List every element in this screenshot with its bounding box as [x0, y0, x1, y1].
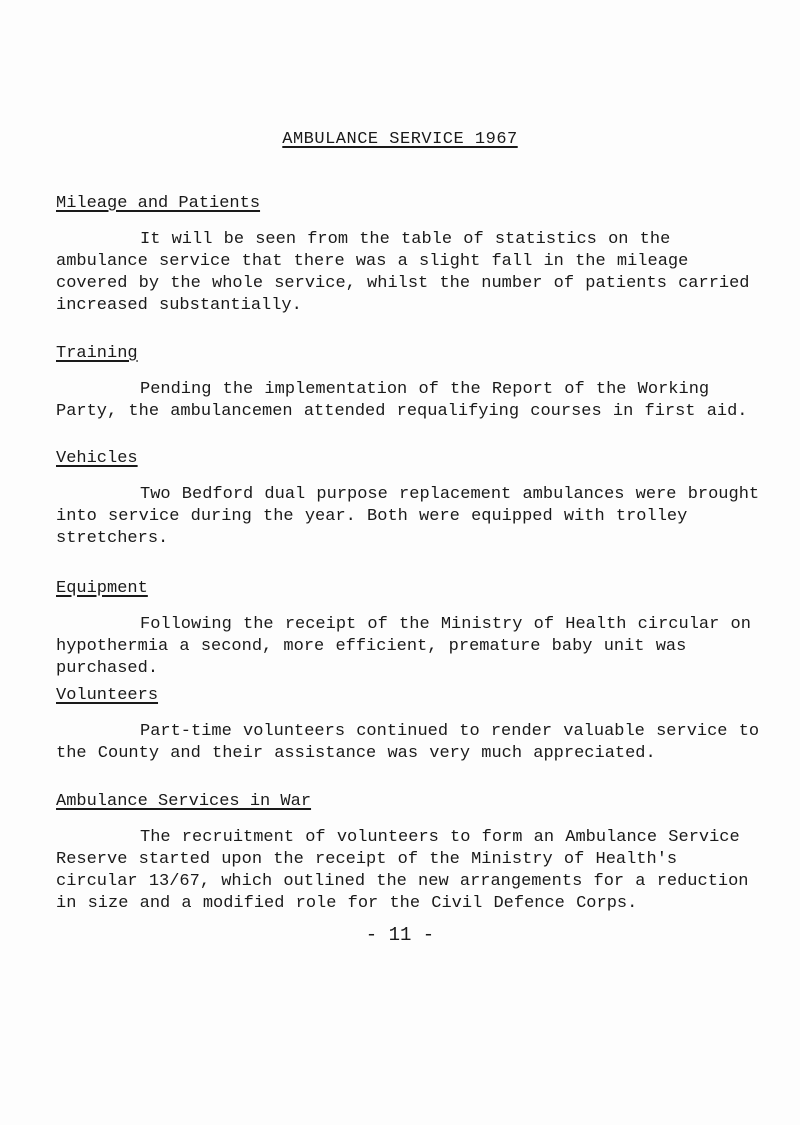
section-paragraph: Following the receipt of the Ministry of Health circular on hypothermia a second, more efficient, premature baby unit was purchased. — [56, 615, 751, 678]
page-number: - 11 - — [365, 924, 435, 946]
section-training — [56, 343, 768, 423]
section-vehicles — [56, 448, 768, 550]
section-heading: Equipment — [56, 579, 148, 598]
section-heading: Mileage and Patients — [56, 194, 261, 213]
section-mileage-and-patients — [56, 193, 768, 317]
section-equipment — [56, 578, 768, 680]
document-title — [0, 129, 800, 151]
section-paragraph: Pending the implementation of the Report of the Working Party, the ambulancemen attended requalifying courses in first aid. — [56, 380, 748, 421]
section-ambulance-services-in-war — [56, 791, 768, 915]
section-paragraph: The recruitment of volunteers to form an Ambulance Service Reserve started upon the receipt of the Ministry of Health's circular 13/67, which outlined the new arrangements for a reduction in size and a modified role for the Civil Defence Corps. — [56, 828, 749, 913]
section-paragraph: It will be seen from the table of statistics on the ambulance service that there was a slight fall in the mileage covered by the whole service, whilst the number of patients carried increased substantially. — [56, 230, 750, 315]
section-heading: Volunteers — [56, 686, 159, 705]
section-paragraph: Part-time volunteers continued to render valuable service to the County and their assistance was very much appreciated. — [56, 722, 760, 763]
section-paragraph: Two Bedford dual purpose replacement ambulances were brought into service during the year. Both were equipped with trolley stretchers. — [56, 485, 760, 548]
section-heading: Training — [56, 344, 138, 363]
section-volunteers — [56, 685, 768, 765]
section-heading: Vehicles — [56, 449, 138, 468]
document-title-text: AMBULANCE SERVICE 1967 — [282, 130, 518, 149]
section-heading: Ambulance Services in War — [56, 792, 312, 811]
